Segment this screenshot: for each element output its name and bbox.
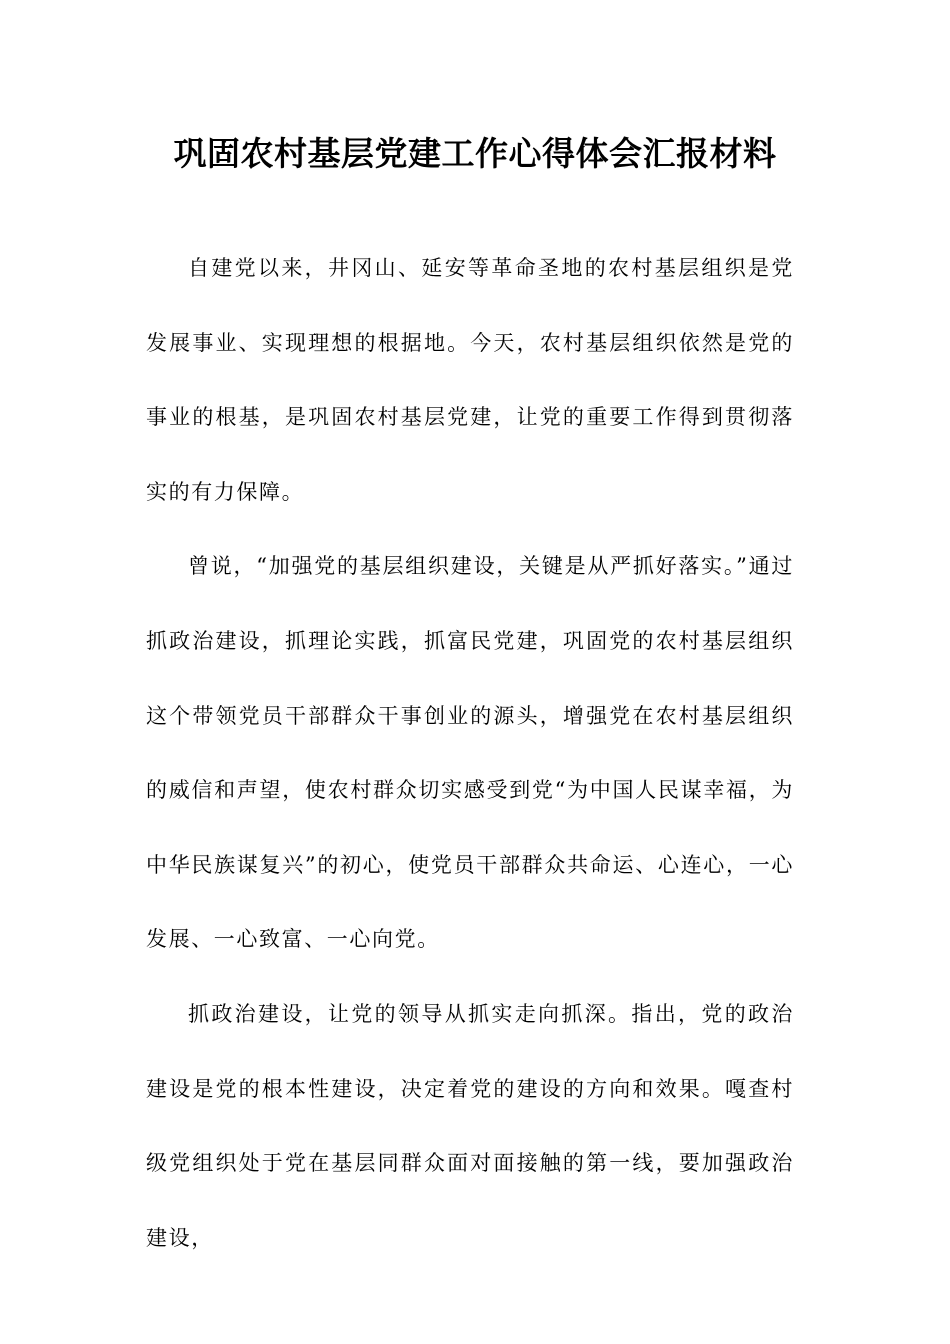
document-title: 巩固农村基层党建工作心得体会汇报材料 <box>173 134 777 173</box>
paragraph-2: 曾说，“加强党的基层组织建设，关键是从严抓好落实。”通过抓政治建设，抓理论实践，抓富民党建，巩固党的农村基层组织这个带领党员干部群众干事创业的源头，增强党在农村基层组织的威信和声望，使农村群众切实感受到党“为中国人民谋幸福，为中华民族谋复兴”的初心，使党员干部群众共命运、心连心，一心发展、一心致富、一心向党。 <box>146 554 794 952</box>
document-body <box>146 231 794 1275</box>
paragraph-3: 抓政治建设，让党的领导从抓实走向抓深。指出，党的政治建设是党的根本性建设，决定着党的建设的方向和效果。嘎查村级党组织处于党在基层同群众面对面接触的第一线，要加强政治建设， <box>146 1001 794 1250</box>
paragraph-1: 自建党以来，井冈山、延安等革命圣地的农村基层组织是党发展事业、实现理想的根据地。今天，农村基层组织依然是党的事业的根基，是巩固农村基层党建，让党的重要工作得到贯彻落实的有力保障。 <box>146 256 794 504</box>
